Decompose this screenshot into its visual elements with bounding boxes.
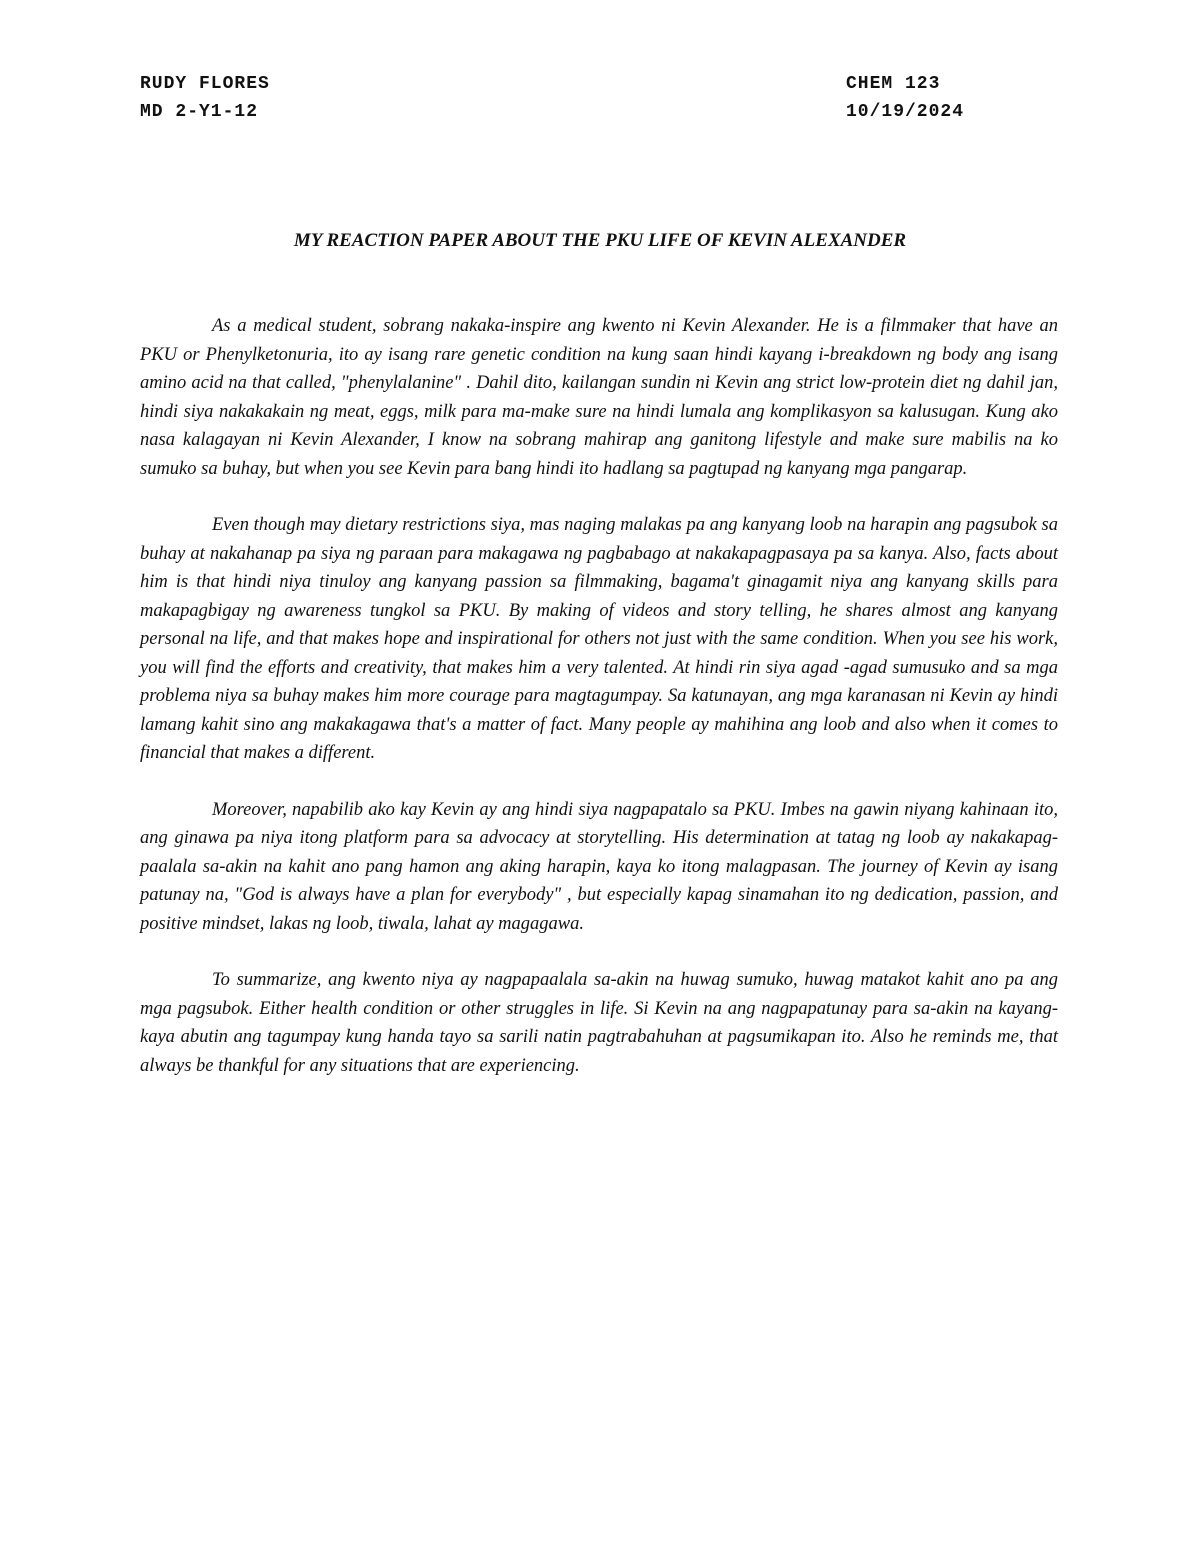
student-section: MD 2-Y1-12 bbox=[140, 102, 259, 122]
course-info bbox=[846, 70, 964, 126]
submission-date: 10/19/2024 bbox=[846, 102, 965, 122]
paragraph-determination: Moreover, napabilib ako kay Kevin ay ang hindi siya nagpapatalo sa PKU. Imbes na gawin niyang kahinaan ito, ang ginawa pa niya itong platform para sa advocacy at storytelling. His determination at tatag ng loob ay nakakapag-paalala sa-akin na kahit ano pang hamon ang aking harapin, kaya ko itong malagpasan. The journey of Kevin ay isang patunay na, "God is always have a plan for everybody" , but especially kapag sinamahan ito ng dedication, passion, and positive mindset, lakas ng loob, tiwala, lahat ay magagawa. bbox=[140, 799, 1058, 934]
course-code: CHEM 123 bbox=[846, 74, 941, 94]
paragraph-summary: To summarize, ang kwento niya ay nagpapaalala sa-akin na huwag sumuko, huwag matakot kahit ano pa ang mga pagsubok. Either health condition or other struggles in life. Si Kevin na ang nagpapatunay para sa-akin na kayang-kaya abutin ang tagumpay kung handa tayo sa sarili natin pagtrabahuhan at pagsumikapan ito. Also he reminds me, that always be thankful for any situations that are experiencing. bbox=[140, 970, 1058, 1076]
student-info bbox=[140, 70, 270, 126]
paragraph-dietary-restrictions: Even though may dietary restrictions siya, mas naging malakas pa ang kanyang loob na harapin ang pagsubok sa buhay at nakahanap pa siya ng paraan para makagawa ng pagbabago at nakakapagpasaya pa sa kanya. Also, facts about him is that hindi niya tinuloy ang kanyang passion sa filmmaking, bagama't ginagamit niya ang kanyang skills para makapagbigay ng awareness tungkol sa PKU. By making of videos and story telling, he shares almost ang kanyang personal na life, and that makes hope and inspirational for others not just with the same condition. When you see his work, you will find the efforts and creativity, that makes him a very talented. At hindi rin siya agad -agad sumusuko and sa mga problema niya sa buhay makes him more courage para magtagumpay. Sa katunayan, ang mga karanasan ni Kevin ay hindi lamang kahit sino ang makakagawa that's a matter of fact. Many people ay mahihina ang loob and also when it comes to financial that makes a different. bbox=[140, 515, 1058, 763]
paragraph-intro: As a medical student, sobrang nakaka-inspire ang kwento ni Kevin Alexander. He is a filmmaker that have an PKU or Phenylketonuria, ito ay isang rare genetic condition na kung saan hindi kayang i-breakdown ng body ang isang amino acid na that called, "phenylalanine" . Dahil dito, kailangan sundin ni Kevin ang strict low-protein diet ng dahil jan, hindi siya nakakakain ng meat, eggs, milk para ma-make sure na hindi lumala ang komplikasyon sa kalusugan. Kung ako nasa kalagayan ni Kevin Alexander, I know na sobrang mahirap ang ganitong lifestyle and make sure mabilis na ko sumuko sa buhay, but when you see Kevin para bang hindi ito hadlang sa pagtupad ng kanyang mga pangarap. bbox=[140, 316, 1058, 479]
paper-body bbox=[140, 312, 1058, 1108]
student-name: RUDY FLORES bbox=[140, 74, 270, 94]
paper-title: MY REACTION PAPER ABOUT THE PKU LIFE OF KEVIN ALEXANDER bbox=[293, 230, 907, 251]
